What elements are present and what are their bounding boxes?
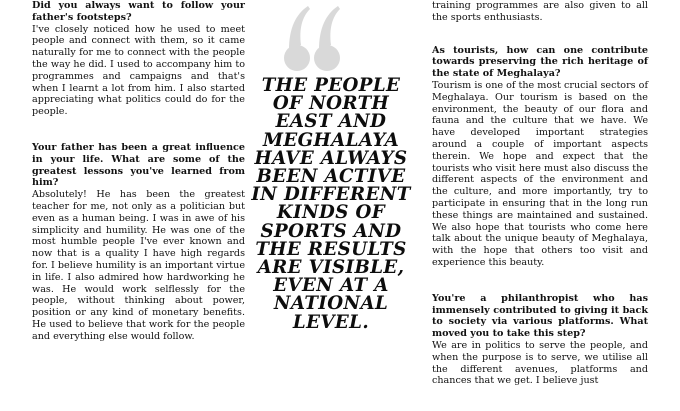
interview-qa-4 xyxy=(432,293,648,387)
right-column xyxy=(432,0,648,411)
interview-question: Did you always want to follow your father's footsteps? xyxy=(32,0,245,23)
pull-quote: THE PEOPLE OF NORTH EAST AND MEGHALAYA HAVE ALWAYS BEEN ACTIVE IN DIFFERENT KINDS OF SPORTS AND THE RESULTS ARE VISIBLE, EVEN AT A NATIONAL LEVEL. xyxy=(251,75,411,333)
quote-mark-icon xyxy=(282,2,342,72)
left-column xyxy=(32,0,245,367)
interview-question: As tourists, how can one contribute towards preserving the rich heritage of the state of Meghalaya? xyxy=(432,44,648,80)
interview-answer: training programmes are also given to all the sports enthusiasts. xyxy=(432,0,648,23)
interview-answer: Tourism is one of the most crucial sectors of Meghalaya. Our tourism is based on the environment, the beauty of our flora and fauna and the culture that we have. We have developed important strategies around a couple of important aspects therein. We hope and expect that the tourists who visit here must also discuss the different aspects of the environment and the culture, and more importantly, try to participate in ensuring that in the long run these things are maintained and sustained. We also hope that tourists who come here talk about the unique beauty of Meghalaya, with the hope that others too visit and experience this beauty. xyxy=(432,79,648,268)
interview-answer: I've closely noticed how he used to meet people and connect with them, so it came naturally for me to connect with the people the way he did. I used to accompany him to programmes and campaigns and that's when I learnt a lot from him. I also started appreciating what politics could do for the people. xyxy=(32,23,245,118)
interview-question: Your father has been a great influence in your life. What are some of the greatest lessons you've learned from him? xyxy=(32,141,245,189)
interview-qa-2 xyxy=(32,142,245,343)
interview-answer-continued xyxy=(432,0,648,24)
interview-answer: We are in politics to serve the people, and when the purpose is to serve, we utilise all the different avenues, platforms and chances that we get. I believe just xyxy=(432,339,648,387)
interview-qa-3 xyxy=(432,45,648,269)
interview-qa-1 xyxy=(32,0,245,118)
interview-question: You're a philanthropist who has immensely contributed to giving it back to society via various platforms. What moved you to take this step? xyxy=(432,292,648,340)
interview-answer: Absolutely! He has been the greatest teacher for me, not only as a politician but even as a human being. I was in awe of his simplicity and humility. He was one of the most humble people I've ever known and now that is a quality I have high regards for. I believe humility is an important virtue in life. I also admired how hardworking he was. He would work selflessly for the people, without thinking about power, position or any kind of monetary benefits. He used to believe that work for the people and everything else would follow. xyxy=(32,189,245,342)
